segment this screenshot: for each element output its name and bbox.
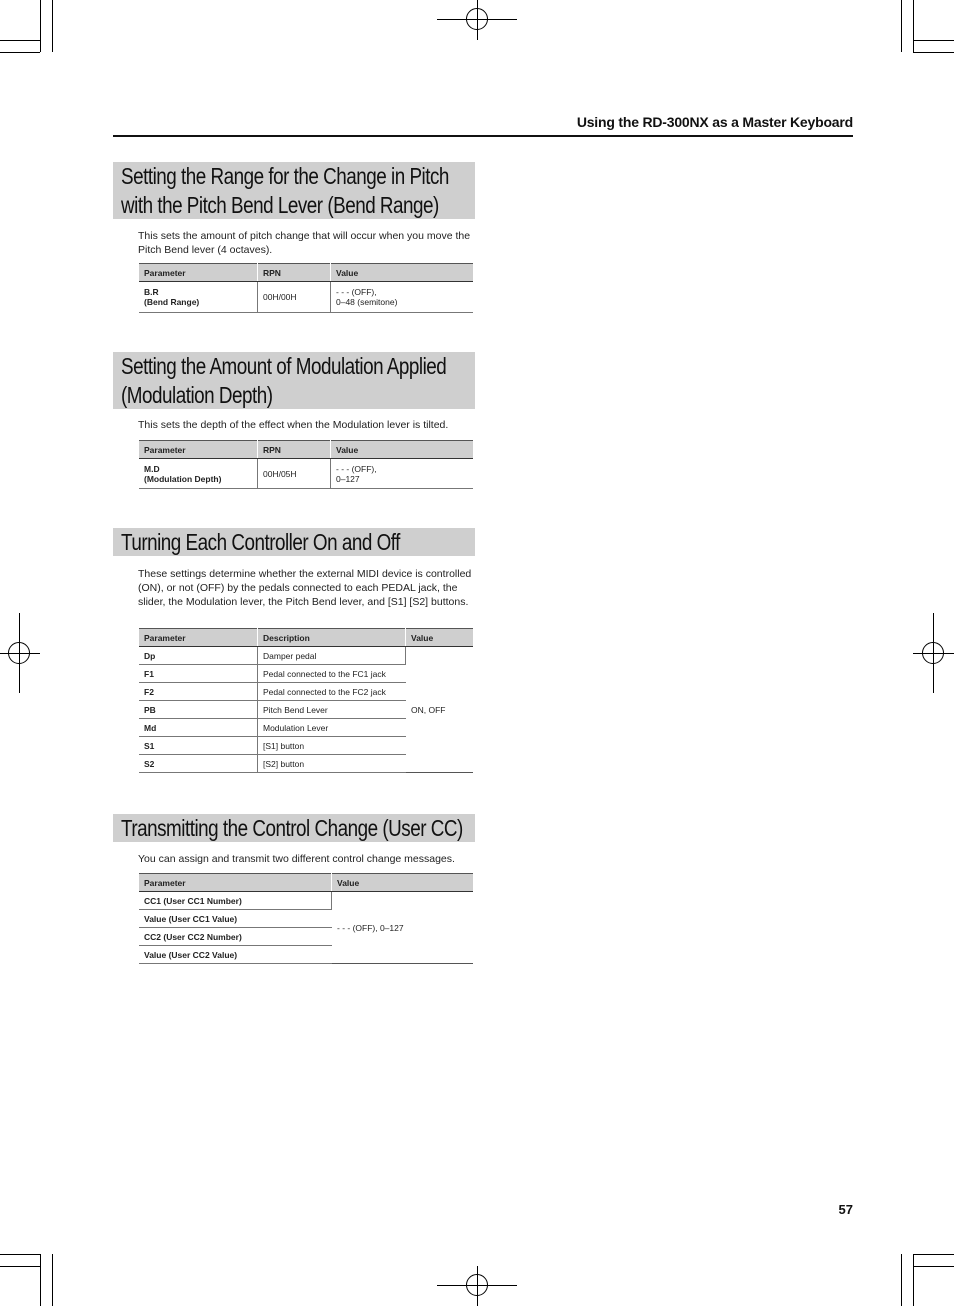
title-line: Setting the Range for the Change in Pitch [121,163,449,189]
crop-mark [52,0,53,52]
column-header: Parameter [139,874,332,892]
crop-mark [913,1254,954,1255]
controller-on-off-table [139,628,473,773]
value-cell: ON, OFF [411,704,446,715]
column-header: Value [331,264,474,282]
crop-mark [913,0,914,52]
column-header: Parameter [139,264,258,282]
section-title-user-cc [113,814,475,842]
table-row [139,282,473,313]
crop-mark [0,1266,40,1267]
parameter-full-name: (Bend Range) [144,297,200,307]
value-cell [331,459,474,489]
description-cell: Pedal connected to the FC1 jack [258,665,406,683]
section-description: You can assign and transmit two different control change messages. [138,853,455,865]
description-cell: [S2] button [258,755,406,773]
crop-mark [0,52,40,53]
crop-mark [901,0,902,52]
value-cell: - - - (OFF), 0–127 [337,922,404,933]
crop-mark [901,1254,902,1306]
table-row [139,892,473,910]
rpn-cell: 00H/05H [258,459,331,489]
description-cell: Pitch Bend Lever [258,701,406,719]
parameter-name: M.D [144,463,160,474]
column-header: Parameter [139,441,258,459]
title-line: with the Pitch Bend Lever (Bend Range) [121,192,439,218]
crop-mark [40,0,41,52]
description-cell: Pedal connected to the FC2 jack [258,683,406,701]
table-row [139,647,473,665]
parameter-cell: Value (User CC1 Value) [139,910,332,928]
description-cell: [S1] button [258,737,406,755]
crop-mark [0,40,40,41]
value-line: 0–48 (semitone) [336,297,398,307]
crop-mark [913,52,954,53]
parameter-cell: Value (User CC2 Value) [139,946,332,964]
value-cell [331,282,474,313]
value-line: - - - (OFF), [336,287,377,297]
page-number: 57 [838,1202,853,1217]
registration-circle [8,642,30,664]
modulation-depth-table [139,440,473,489]
parameter-cell: F2 [139,683,258,701]
header-rule [113,135,853,137]
description-cell: Damper pedal [258,647,406,665]
title-line: Turning Each Controller On and Off [121,529,400,555]
section-title-bend-range [113,162,475,219]
column-header: Value [406,629,474,647]
section-title-modulation-depth [113,352,475,409]
registration-circle [466,8,488,30]
crop-mark [913,1266,954,1267]
parameter-cell [139,459,258,489]
column-header: Description [258,629,406,647]
crop-mark [40,1254,41,1306]
crop-mark [0,1254,40,1255]
parameter-name: B.R [144,287,159,297]
section-description: This sets the depth of the effect when the Modulation lever is tilted. [138,419,449,431]
rpn-cell: 00H/00H [258,282,331,313]
description-cell: Modulation Lever [258,719,406,737]
registration-circle [466,1274,488,1296]
value-line: 0–127 [336,473,360,484]
parameter-cell: Md [139,719,258,737]
parameter-full-name: (Modulation Depth) [144,473,222,484]
column-header: Value [332,874,474,892]
column-header: Value [331,441,474,459]
parameter-cell [139,282,258,313]
title-line: Transmitting the Control Change (User CC) [121,815,463,841]
parameter-cell: PB [139,701,258,719]
value-line: - - - (OFF), [336,463,377,474]
parameter-cell: Dp [139,647,258,665]
table-row [139,459,473,489]
bend-range-table [139,263,473,313]
parameter-cell: S1 [139,737,258,755]
section-title-controller-on-off [113,528,475,556]
running-head: Using the RD-300NX as a Master Keyboard [576,114,853,130]
title-line: (Modulation Depth) [121,382,273,408]
column-header: Parameter [139,629,258,647]
section-description: This sets the amount of pitch change that will occur when you move the Pitch Bend lever (4 octaves). [138,230,471,256]
column-header: RPN [258,441,331,459]
parameter-cell: CC2 (User CC2 Number) [139,928,332,946]
crop-mark [52,1254,53,1306]
registration-circle [922,642,944,664]
title-line: Setting the Amount of Modulation Applied [121,353,447,379]
user-cc-table [139,873,473,964]
crop-mark [913,1254,914,1306]
column-header: RPN [258,264,331,282]
parameter-cell: CC1 (User CC1 Number) [139,892,332,910]
crop-mark [913,40,954,41]
parameter-cell: F1 [139,665,258,683]
parameter-cell: S2 [139,755,258,773]
section-description: These settings determine whether the external MIDI device is controlled (ON), or not (OFF) by the pedals connected to each PEDAL jack, the slider, the Modulation lever, the Pitch Bend lever, and [S1] [S2] buttons. [138,568,472,608]
